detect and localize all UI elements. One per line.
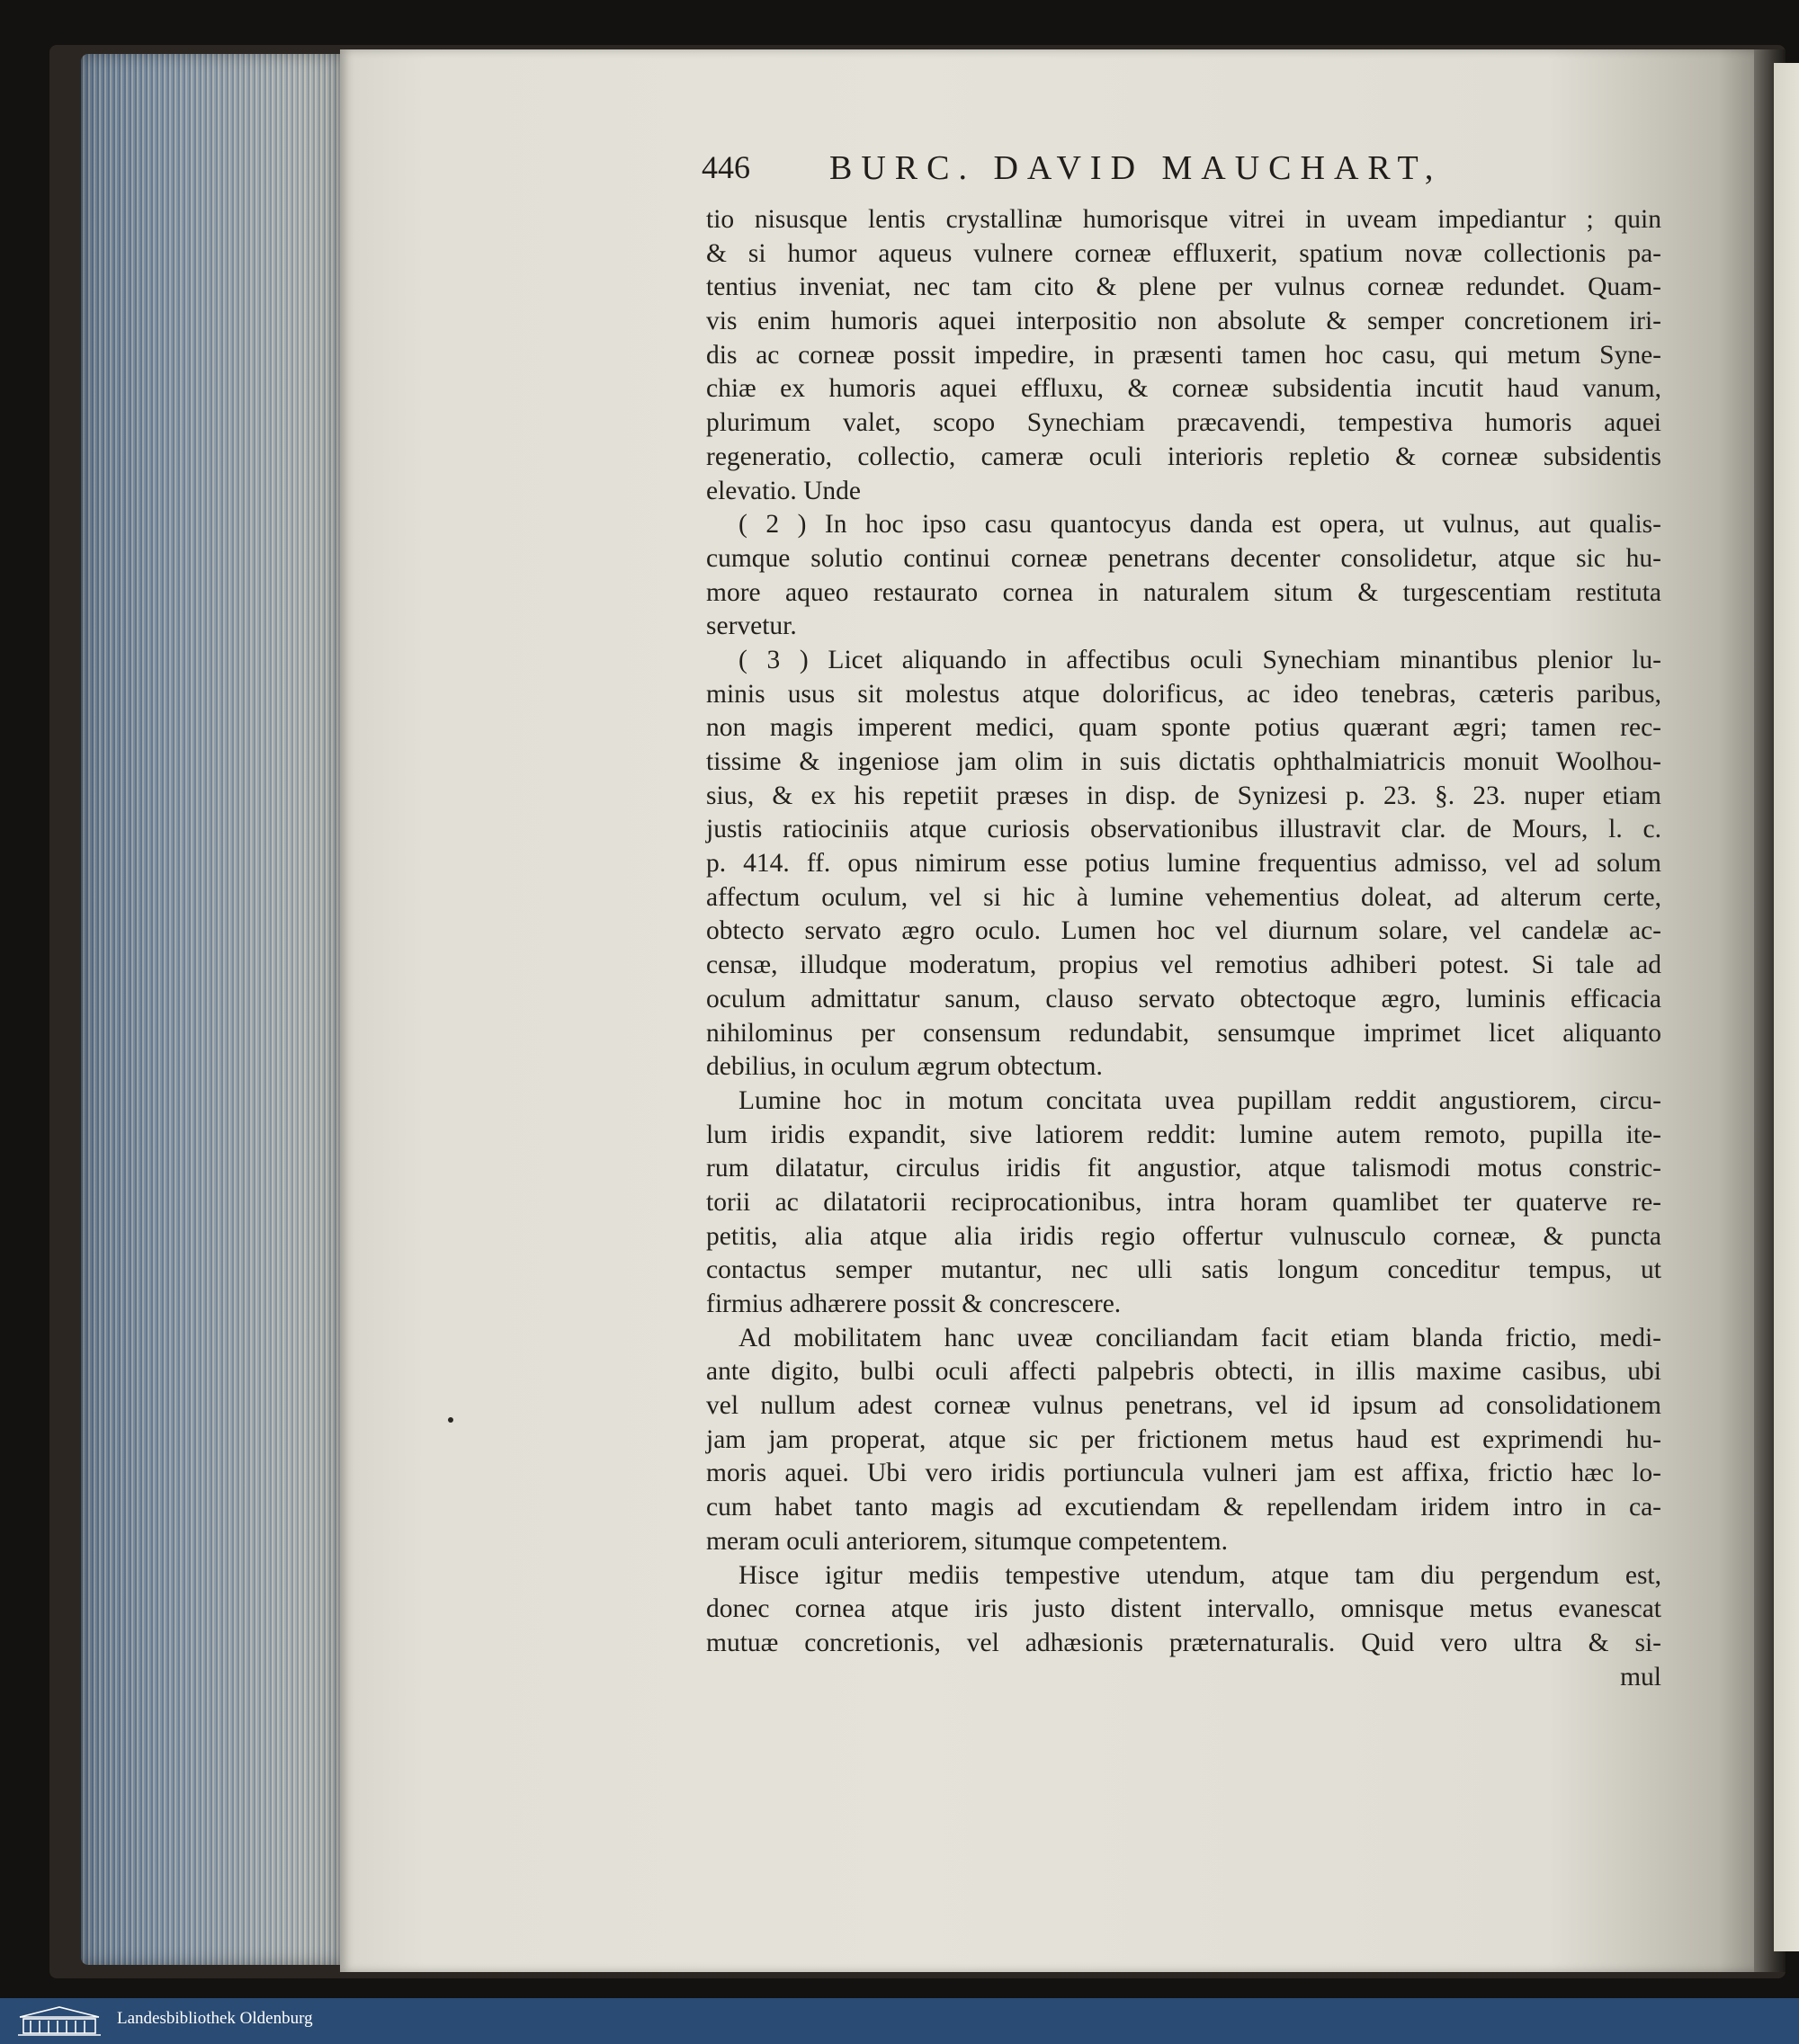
next-page-edge: [1774, 63, 1799, 1951]
text-line: ( 2 ) In hoc ipso casu quantocyus danda est opera, ut vulnus, aut qualis-: [738, 510, 1661, 540]
text-line: rum dilatatur, circulus iridis fit angustior, atque talismodi motus constric-: [706, 1154, 1661, 1183]
text-line: Lumine hoc in motum concitata uvea pupillam reddit angustiorem, circu-: [738, 1085, 1661, 1115]
text-line: lum iridis expandit, sive latiorem reddit: lumine autem remoto, pupilla ite-: [706, 1120, 1661, 1149]
text-line: oculum admittatur sanum, clauso servato obtectoque ægro, luminis efficacia: [706, 984, 1661, 1013]
text-line: moris aquei. Ubi vero iridis portiuncula vulneri jam est affixa, frictio hæc lo-: [706, 1459, 1661, 1488]
running-head: BURC. DAVID MAUCHART,: [829, 149, 1443, 187]
text-line: sius, & ex his repetiit præses in disp. de Synizesi p. 23. §. 23. nuper etiam: [706, 781, 1661, 810]
text-line: vel nullum adest corneæ vulnus penetrans, vel id ipsum ad consolidationem: [706, 1391, 1661, 1421]
text-line: censæ, illudque moderatum, propius vel remotius adhiberi potest. Si tale ad: [706, 951, 1661, 980]
library-building-logo-icon: [16, 2004, 103, 2037]
text-line: cum habet tanto magis ad excutiendam & repellendam iridem intro in ca-: [706, 1493, 1661, 1522]
text-line: plurimum valet, scopo Synechiam præcavendi, tempestiva humoris aquei: [706, 408, 1661, 438]
text-line: vis enim humoris aquei interpositio non absolute & semper concretionem iri-: [706, 307, 1661, 336]
text-line: tio nisusque lentis crystallinæ humorisque vitrei in uveam impediantur ; quin: [706, 205, 1661, 234]
text-line: nihilominus per consensum redundabit, sensumque imprimet licet aliquanto: [706, 1018, 1661, 1048]
text-line: debilius, in oculum ægrum obtectum.: [706, 1052, 1103, 1082]
text-line: regeneratio, collectio, cameræ oculi interioris repletio & corneæ subsidentis: [706, 442, 1661, 471]
text-line: torii ac dilatatorii reciprocationibus, intra horam quamlibet ter quaterve re-: [706, 1187, 1661, 1217]
text-line: ante digito, bulbi oculi affecti palpebris obtecti, in illis maxime casibus, ubi: [706, 1357, 1661, 1387]
text-line: meram oculi anteriorem, situmque competentem.: [706, 1526, 1228, 1556]
text-line: obtecto servato ægro oculo. Lumen hoc vel diurnum solare, vel candelæ ac-: [706, 916, 1661, 946]
text-line: non magis imperent medici, quam sponte potius quærant ægri; tamen rec-: [706, 713, 1661, 743]
body-text: [706, 203, 1661, 1694]
text-line: tissime & ingeniose jam olim in suis dictatis ophthalmiatricis monuit Woolhou-: [706, 747, 1661, 776]
text-line: Hisce igitur mediis tempestive utendum, atque tam diu pergendum est,: [738, 1560, 1661, 1590]
page-edges-stack: [81, 54, 342, 1965]
text-line: p. 414. ff. opus nimirum esse potius lumine frequentius admisso, vel ad solum: [706, 849, 1661, 879]
text-line: affectum oculum, vel si hic à lumine vehementius doleat, ad alterum certe,: [706, 882, 1661, 912]
page-header: [702, 148, 1664, 202]
text-line: & si humor aqueus vulnere corneæ effluxerit, spatium novæ collectionis pa-: [706, 238, 1661, 268]
text-line: ( 3 ) Licet aliquando in affectibus oculi Synechiam minantibus plenior lu-: [738, 645, 1661, 674]
text-line: justis ratiociniis atque curiosis observationibus illustravit clar. de Mours, l. c.: [706, 815, 1661, 844]
text-line: firmius adhærere possit & concrescere.: [706, 1290, 1122, 1318]
margin-dot: [448, 1417, 453, 1423]
library-name: Landesbibliothek Oldenburg: [117, 2009, 313, 2028]
text-line: petitis, alia atque alia iridis regio offertur vulnusculo corneæ, & puncta: [706, 1221, 1661, 1251]
text-line: elevatio. Unde: [706, 476, 862, 505]
footer-bar: [0, 1998, 1799, 2044]
text-line: dis ac corneæ possit impedire, in præsenti tamen hoc casu, qui metum Syne-: [706, 340, 1661, 370]
text-line: minis usus sit molestus atque dolorificus, ac ideo tenebras, cæteris paribus,: [706, 679, 1661, 709]
text-line: servetur.: [706, 611, 797, 641]
catchword: mul: [1620, 1662, 1661, 1691]
text-line: donec cornea atque iris justo distent intervallo, omnisque metus evanescat: [706, 1594, 1661, 1624]
text-line: mutuæ concretionis, vel adhæsionis præternaturalis. Quid vero ultra & si-: [706, 1628, 1661, 1657]
text-line: cumque solutio continui corneæ penetrans decenter consolidetur, atque sic hu-: [706, 543, 1661, 573]
text-line: jam jam properat, atque sic per frictionem metus haud est exprimendi hu-: [706, 1424, 1661, 1454]
text-line: Ad mobilitatem hanc uveæ conciliandam facit etiam blanda frictio, medi-: [738, 1323, 1661, 1352]
text-line: chiæ ex humoris aquei effluxu, & corneæ subsidentia incutit haud vanum,: [706, 374, 1661, 404]
text-line: contactus semper mutantur, nec ulli satis longum conceditur tempus, ut: [706, 1255, 1661, 1285]
page-number: 446: [702, 149, 750, 185]
text-line: tentius inveniat, nec tam cito & plene per vulnus corneæ redundet. Quam-: [706, 272, 1661, 302]
text-line: more aqueo restaurato cornea in naturalem situm & turgescentiam restituta: [706, 577, 1661, 607]
